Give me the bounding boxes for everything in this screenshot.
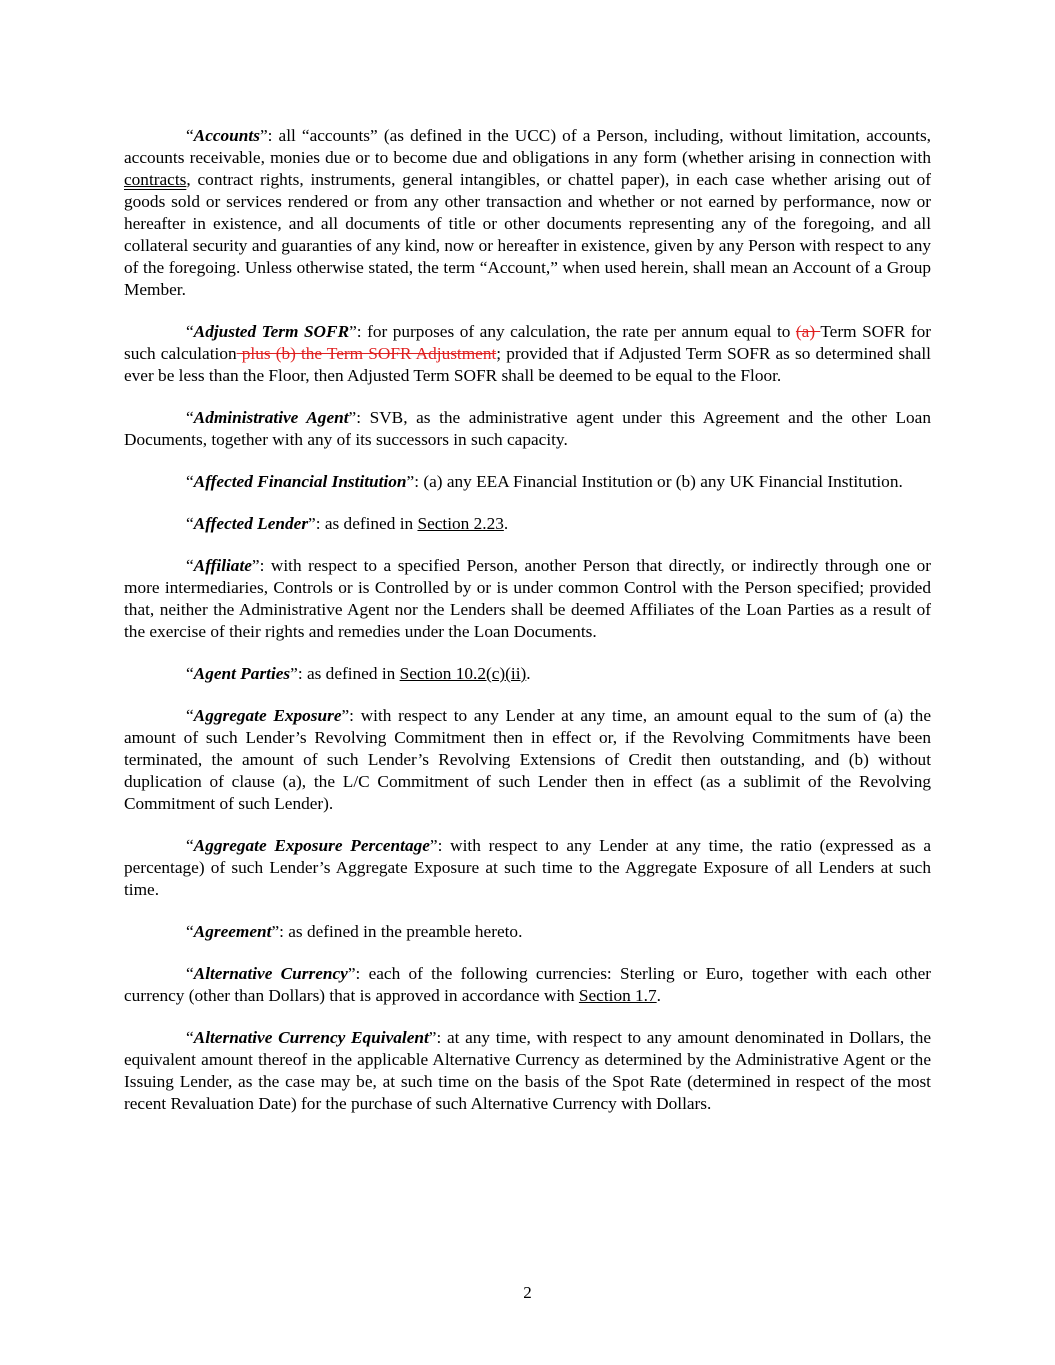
defined-term: Administrative Agent <box>193 408 349 427</box>
defined-term: Affiliate <box>193 556 252 575</box>
definition-aggregate-exposure: “Aggregate Exposure”: with respect to any Lender at any time, an amount equal to the sum of (a) the amount of such Lender’s Revolving Commitment then in effect or, if the Revolving Commitments have been terminated, the amount of such Lender’s Revolving Extensions of Credit then outstanding, and (b) without duplication of clause (a), the L/C Commitment of such Lender then in effect (as a sublimit of the Revolving Commitment of such Lender). <box>124 706 931 813</box>
defined-term: Agent Parties <box>193 664 291 683</box>
definitions-section <box>124 125 931 1135</box>
definition-aggregate-exposure-percentage: “Aggregate Exposure Percentage”: with respect to any Lender at any time, the ratio (expressed as a percentage) of such Lender’s Aggregate Exposure at such time to the Aggregate Exposure of all Lenders at such time. <box>124 836 931 899</box>
deleted-text: plus (b) the Term SOFR Adjustment <box>236 344 497 363</box>
defined-term: Agreement <box>193 922 272 941</box>
defined-term: Adjusted Term SOFR <box>193 322 350 341</box>
definition-affected-lender: “Affected Lender”: as defined in Section 2.23. <box>186 514 509 533</box>
deleted-text: (a) <box>795 322 821 341</box>
defined-term: Accounts <box>193 126 260 145</box>
definition-administrative-agent: “Administrative Agent”: SVB, as the administrative agent under this Agreement and the other Loan Documents, together with any of its successors in such capacity. <box>124 408 931 449</box>
defined-term: Aggregate Exposure Percentage <box>193 836 430 855</box>
definition-affected-financial-institution: “Affected Financial Institution”: (a) any EEA Financial Institution or (b) any UK Financial Institution. <box>186 472 903 491</box>
section-reference-link[interactable]: Section 2.23 <box>417 514 504 533</box>
defined-term: Alternative Currency Equivalent <box>193 1028 429 1047</box>
definition-alternative-currency-equivalent: “Alternative Currency Equivalent”: at any time, with respect to any amount denominated in Dollars, the equivalent amount thereof in the applicable Alternative Currency as determined by the Administrative Agent or the Issuing Lender, as the case may be, at such time on the basis of the Spot Rate (determined in respect of the most recent Revaluation Date) for the purchase of such Alternative Currency with Dollars. <box>124 1028 931 1113</box>
section-reference-link[interactable]: Section 1.7 <box>578 986 657 1005</box>
definition-alternative-currency: “Alternative Currency”: each of the following currencies: Sterling or Euro, together with each other currency (other than Dollars) that is approved in accordance with Section 1.7. <box>124 964 931 1005</box>
definition-agreement: “Agreement”: as defined in the preamble hereto. <box>186 922 523 941</box>
definition-accounts: “Accounts”: all “accounts” (as defined in the UCC) of a Person, including, without limitation, accounts, accounts receivable, monies due or to become due and obligations in any form (whether arising in connection with contracts, contract rights, instruments, general intangibles, or chattel paper), in each case whether arising out of goods sold or services rendered or from any other transaction and whether or not earned by performance, now or hereafter in existence, and all documents of title or other documents representing any of the foregoing, and all collateral security and guaranties of any kind, now or hereafter in existence, given by any Person with respect to any of the foregoing. Unless otherwise stated, the term “Account,” when used herein, shall mean an Account of a Group Member. <box>124 126 931 299</box>
definition-agent-parties: “Agent Parties”: as defined in Section 10.2(c)(ii). <box>186 664 531 683</box>
definition-adjusted-term-sofr: “Adjusted Term SOFR”: for purposes of any calculation, the rate per annum equal to (a) Term SOFR for such calculation plus (b) the Term SOFR Adjustment; provided that if Adjusted Term SOFR as so determined shall ever be less than the Floor, then Adjusted Term SOFR shall be deemed to be equal to the Floor. <box>124 322 931 385</box>
defined-term: Affected Lender <box>193 514 309 533</box>
definition-affiliate: “Affiliate”: with respect to a specified Person, another Person that directly, or indirectly through one or more intermediaries, Controls or is Controlled by or is under common Control with the Person specified; provided that, neither the Administrative Agent nor the Lenders shall be deemed Affiliates of the Loan Parties as a result of the exercise of their rights and remedies under the Loan Documents. <box>124 556 931 641</box>
page-number: 2 <box>523 1283 532 1302</box>
defined-term: Affected Financial Institution <box>193 472 407 491</box>
contracts-underlined-text: contracts <box>124 170 187 189</box>
defined-term: Aggregate Exposure <box>193 706 342 725</box>
section-reference-link[interactable]: Section 10.2(c)(ii) <box>399 664 527 683</box>
defined-term: Alternative Currency <box>193 964 348 983</box>
